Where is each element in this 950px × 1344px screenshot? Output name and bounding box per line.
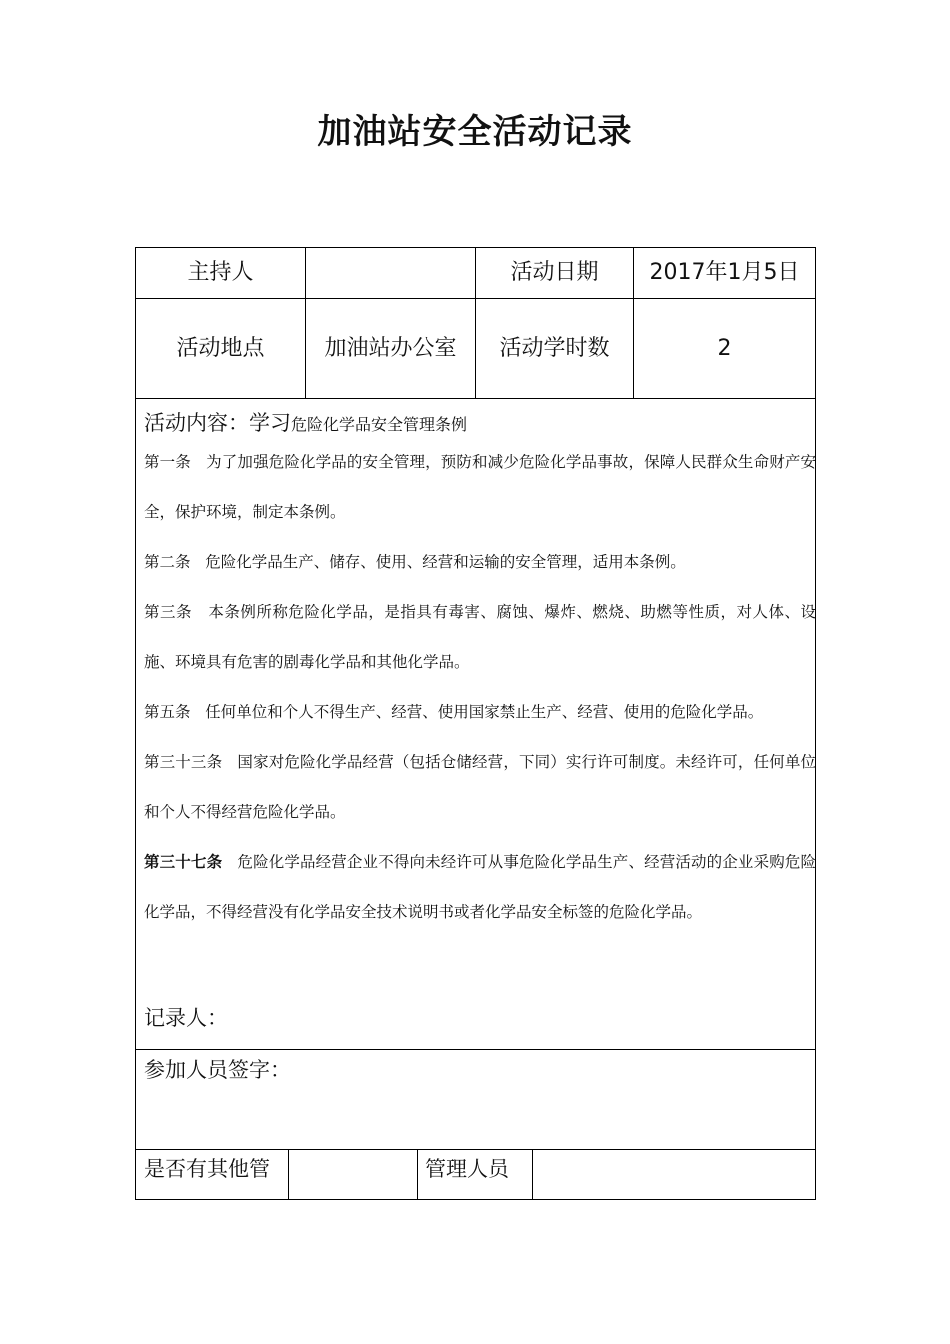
hours-label: 活动学时数 bbox=[499, 335, 610, 361]
row-divider bbox=[135, 398, 816, 399]
activity-content bbox=[144, 405, 816, 937]
hours-value: 2 bbox=[717, 335, 732, 361]
recorder-label: 记录人： bbox=[144, 1006, 228, 1030]
article-title: 第三十三条 bbox=[144, 753, 223, 771]
location-value: 加油站办公室 bbox=[324, 335, 457, 361]
row-divider bbox=[135, 1049, 816, 1050]
article-text: 危险化学品经营企业不得向未经许可从事危险化学品生产、经营活动的企业采购危险化学品，不得经营没有化学品安全技术说明书或者化学品安全标签的危险化学品。 bbox=[144, 853, 816, 921]
document-title: 加油站安全活动记录 bbox=[317, 112, 633, 152]
article-title: 第三条 bbox=[144, 603, 193, 621]
article-2 bbox=[144, 537, 816, 587]
location-label: 活动地点 bbox=[176, 335, 265, 361]
content-intro-label: 活动内容：学习 bbox=[144, 411, 291, 435]
article-37 bbox=[144, 837, 816, 937]
row-divider bbox=[135, 1149, 816, 1150]
content-intro-subject: 危险化学品安全管理条例 bbox=[291, 415, 468, 434]
host-value bbox=[306, 248, 475, 298]
article-text: 任何单位和个人不得生产、经营、使用国家禁止生产、经营、使用的危险化学品。 bbox=[205, 703, 764, 721]
article-title: 第二条 bbox=[144, 553, 191, 571]
other-management-label: 是否有其他管 bbox=[144, 1157, 270, 1181]
article-title: 第五条 bbox=[144, 703, 191, 721]
article-33 bbox=[144, 737, 816, 837]
article-text: 本条例所称危险化学品，是指具有毒害、腐蚀、爆炸、燃烧、助燃等性质，对人体、设施、环境具有危害的剧毒化学品和其他化学品。 bbox=[144, 603, 816, 671]
article-5 bbox=[144, 687, 816, 737]
article-3 bbox=[144, 587, 816, 687]
article-title: 第一条 bbox=[144, 453, 191, 471]
article-text: 危险化学品生产、储存、使用、经营和运输的安全管理，适用本条例。 bbox=[205, 553, 686, 571]
article-title: 第三十七条 bbox=[144, 853, 223, 871]
column-divider bbox=[288, 1149, 289, 1200]
article-1 bbox=[144, 437, 816, 537]
date-label: 活动日期 bbox=[510, 260, 599, 285]
article-text: 国家对危险化学品经营（包括仓储经营，下同）实行许可制度。未经许可，任何单位和个人不得经营危险化学品。 bbox=[144, 753, 816, 821]
date-value: 2017年1月5日 bbox=[649, 260, 800, 285]
column-divider bbox=[417, 1149, 418, 1200]
column-divider bbox=[532, 1149, 533, 1200]
participants-label: 参加人员签字： bbox=[144, 1058, 291, 1082]
article-text: 为了加强危险化学品的安全管理，预防和减少危险化学品事故，保障人民群众生命财产安全，保护环境，制定本条例。 bbox=[144, 453, 816, 521]
host-label: 主持人 bbox=[187, 260, 254, 285]
manager-label: 管理人员 bbox=[425, 1157, 509, 1181]
